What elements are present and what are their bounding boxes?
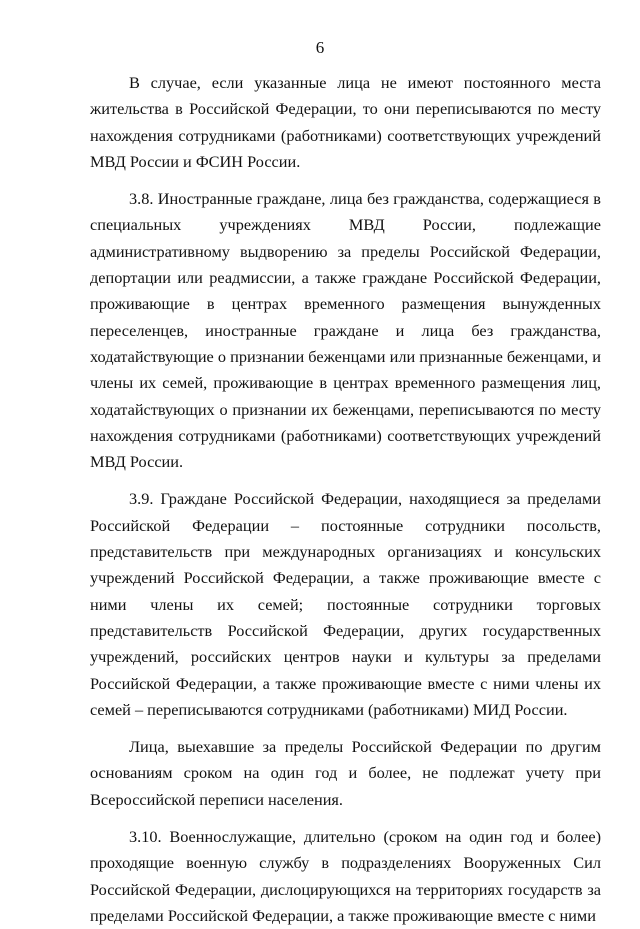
paragraph-3-9: 3.9. Граждане Российской Федерации, находящиеся за пределами Российской Федерации – постоянные сотрудники посольств, представительств при международных организациях и консульских учреждений Российской Федерации, а также проживающие вместе с ними члены их семей; постоянные сотрудники торговых представительств Российской Федерации, других государственных учреждений, российских центров науки и культуры за пределами Российской Федерации, а также проживающие вместе с ними члены их семей – переписываются сотрудниками (работниками) МИД России.	[90, 489, 601, 719]
paragraph-3-10: 3.10. Военнослужащие, длительно (сроком на один год и более) проходящие военную службу в подразделениях Вооруженных Сил Российской Федерации, дислоцирующихся на территориях государств за пределами Российской Федерации, а также проживающие вместе с ними	[90, 827, 601, 925]
paragraph-departed-persons: Лица, выехавшие за пределы Российской Федерации по другим основаниям сроком на один год и более, не подлежат учету при Всероссийской переписи населения.	[90, 737, 601, 809]
document-body	[90, 70, 601, 929]
page-number: 6	[315, 38, 325, 57]
paragraph-residence-abroad: В случае, если указанные лица не имеют постоянного места жительства в Российской Федерации, то они переписываются по месту нахождения сотрудниками (работниками) соответствующих учреждений МВД России и ФСИН России.	[90, 73, 601, 171]
paragraph-3-8: 3.8. Иностранные граждане, лица без гражданства, содержащиеся в специальных учреждениях МВД России, подлежащие административному выдворению за пределы Российской Федерации, депортации или реадмиссии, а также граждане Российской Федерации, проживающие в центрах временного размещения вынужденных переселенцев, иностранные граждане и лица без гражданства, ходатайствующие о признании беженцами или признанные беженцами, и члены их семей, проживающие в центрах временного размещения лиц, ходатайствующих о признании их беженцами, переписываются по месту нахождения сотрудниками (работниками) соответствующих учреждений МВД России.	[90, 189, 601, 472]
